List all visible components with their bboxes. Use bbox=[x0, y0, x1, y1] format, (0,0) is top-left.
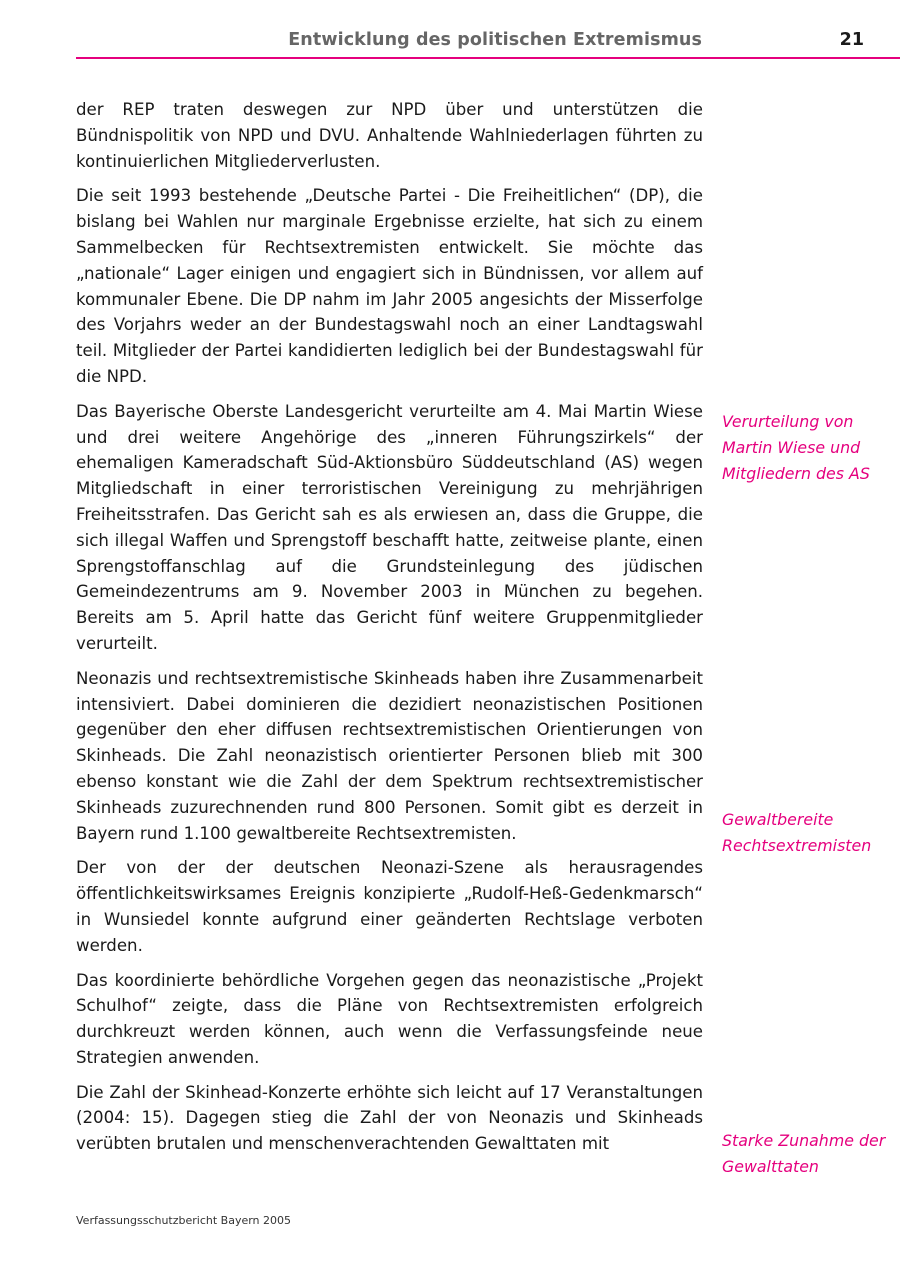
paragraph-rep-npd: der REP traten deswegen zur NPD über und unterstützen die Bündnispolitik von NPD und DVU. Anhaltende Wahlniederlagen führten zu kontinuierlichen Mitgliederverlusten. bbox=[76, 100, 703, 171]
paragraph-neonazis-skinheads: Neonazis und rechtsextremistische Skinheads haben ihre Zusammenarbeit intensiviert. Dabei dominieren die dezidiert neonazistischen Positionen gegenüber den eher diffusen rechtsextremistischen Orientierungen von Skinheads. Die Zahl neonazistisch orientierter Personen blieb mit 300 ebenso konstant wie die Zahl der dem Spektrum rechtsextremistischer Skinheads zuzurechnenden rund 800 Personen. Somit gibt es derzeit in Bayern rund 1.100 gewaltbereite Rechtsextremisten. bbox=[76, 668, 703, 843]
running-header-title: Entwicklung des politischen Extremismus bbox=[288, 30, 702, 50]
paragraph-verurteilung-wiese: Das Bayerische Oberste Landesgericht verurteilte am 4. Mai Martin Wiese und drei weitere Angehörige des „inneren Führungszirkels“ der ehemaligen Kameradschaft Süd-Aktionsbüro Süddeutschland (AS) wegen Mitgliedschaft in einer terroristischen Vereinigung zu mehrjährigen Freiheitsstrafen. Das Gericht sah es als erwiesen an, dass die Gruppe, die sich illegal Waffen und Sprengstoff beschafft hatte, zeitweise plante, einen Sprengstoffanschlag auf die Grundsteinlegung des jüdischen Gemeindezentrums am 9. November 2003 in München zu begehen. Bereits am 5. April hatte das Gericht fünf weitere Gruppenmitglieder verurteilt. bbox=[76, 401, 703, 653]
paragraph-projekt-schulhof: Das koordinierte behördliche Vorgehen gegen das neonazistische „Projekt Schulhof“ zeigte, dass die Pläne von Rechtsextremisten erfolgreich durchkreuzt werden können, auch wenn die Verfassungsfeinde neue Strategien anwenden. bbox=[76, 970, 703, 1067]
main-text bbox=[76, 97, 703, 1157]
margin-note-gewaltbereite: Gewaltbereite Rechtsextremisten bbox=[722, 810, 872, 855]
margin-note-gewalttaten: Starke Zunahme der Gewalttaten bbox=[722, 1131, 886, 1176]
header-rule bbox=[76, 57, 900, 59]
paragraph-skinhead-konzerte: Die Zahl der Skinhead-Konzerte erhöhte sich leicht auf 17 Veranstaltungen (2004: 15). Dagegen stieg die Zahl der von Neonazis und Skinheads verübten brutalen und menschenverachtenden Gewalttaten mit bbox=[76, 1082, 703, 1154]
paragraph-deutsche-partei: Die seit 1993 bestehende „Deutsche Partei - Die Freiheitlichen“ (DP), die bislang bei Wahlen nur marginale Ergebnisse erzielte, hat sich zu einem Sammelbecken für Rechtsextremisten entwickelt. Sie möchte das „nationale“ Lager einigen und engagiert sich in Bündnissen, vor allem auf kommunaler Ebene. Die DP nahm im Jahr 2005 angesichts der Misserfolge des Vorjahrs weder an der Bundestagswahl noch an einer Landtagswahl teil. Mitglieder der Partei kandidierten lediglich bei der Bundestagswahl für die NPD. bbox=[76, 186, 703, 386]
footer-source: Verfassungsschutzbericht Bayern 2005 bbox=[76, 1214, 292, 1227]
page-number: 21 bbox=[839, 30, 864, 50]
paragraph-hess-gedenkmarsch: Der von der der deutschen Neonazi-Szene als herausragendes öffentlichkeitswirksames Ereignis konzipierte „Rudolf-Heß-Gedenkmarsch“ in Wunsiedel konnte aufgrund einer geänderten Rechtslage verboten werden. bbox=[76, 858, 703, 955]
margin-note-verurteilung: Verurteilung von Martin Wiese und Mitgliedern des AS bbox=[722, 412, 870, 483]
